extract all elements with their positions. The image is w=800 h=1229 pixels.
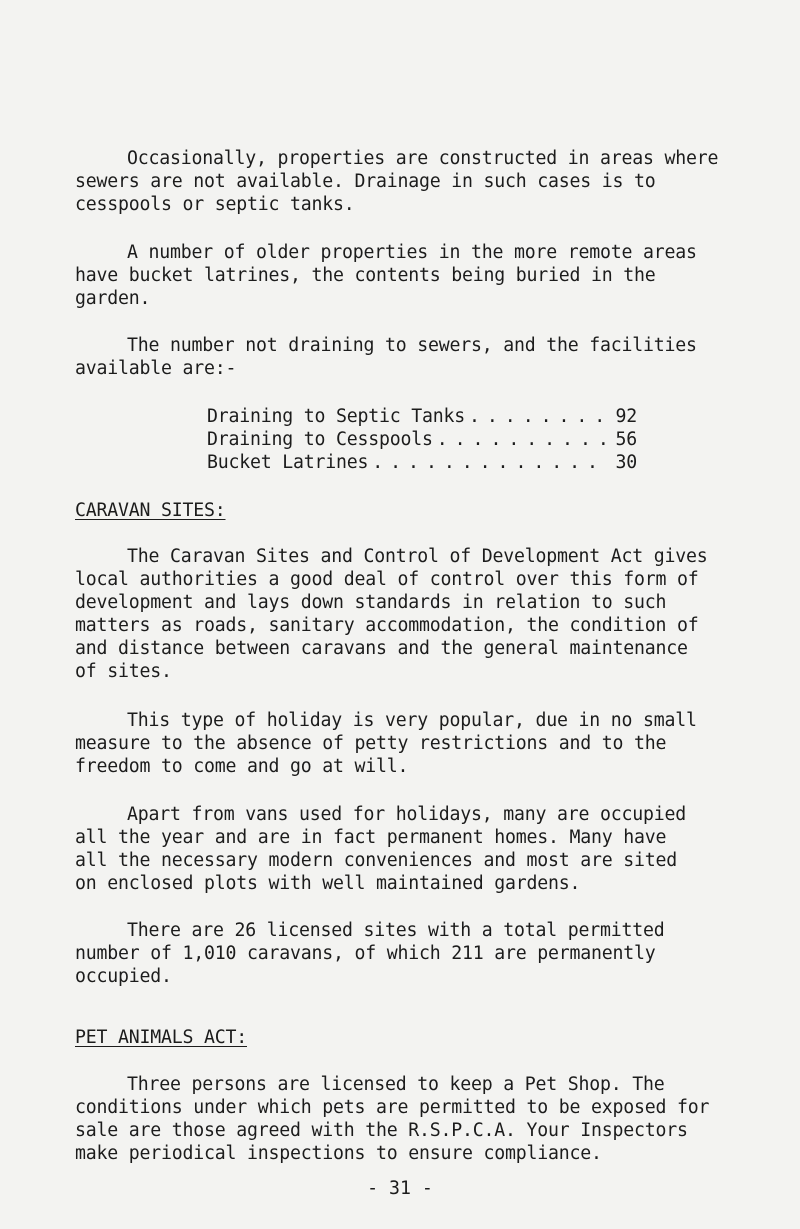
text-line: The number not draining to sewers, and the facilities [127, 335, 697, 356]
facility-row-bucket [207, 451, 637, 474]
paragraph-holiday [75, 709, 755, 778]
text-line: on enclosed plots with well maintained gardens. [75, 873, 581, 894]
facility-label: Draining to Septic Tanks [207, 406, 465, 427]
facility-value: 56 [615, 429, 637, 450]
text-line: occupied. [75, 966, 172, 987]
text-line: This type of holiday is very popular, due in no small [127, 710, 697, 731]
facility-label: Draining to Cesspools [207, 429, 433, 450]
text-line: Apart from vans used for holidays, many are occupied [127, 804, 686, 825]
paragraph-caravan-act [75, 545, 755, 683]
heading-caravan-sites: CARAVAN SITES: [75, 500, 226, 521]
text-line: Three persons are licensed to keep a Pet Shop. The [127, 1074, 665, 1095]
text-line: freedom to come and go at will. [75, 756, 409, 777]
facility-row-cesspools [207, 428, 637, 451]
text-line: conditions under which pets are permitted to be exposed for [75, 1097, 710, 1118]
text-line: Occasionally, properties are constructed in areas where [127, 148, 719, 169]
facility-row-septic [207, 405, 637, 428]
paragraph-pet-shop [75, 1073, 755, 1165]
text-line: all the necessary modern conveniences and most are sited [75, 850, 677, 871]
dot-leader [437, 428, 607, 451]
text-line: of sites. [75, 661, 172, 682]
text-line: local authorities a good deal of control over this form of [75, 569, 699, 590]
text-line: The Caravan Sites and Control of Development Act gives [127, 546, 708, 567]
paragraph-vans [75, 803, 755, 895]
text-line: all the year and are in fact permanent homes. Many have [75, 827, 667, 848]
facility-label: Bucket Latrines [207, 452, 369, 473]
text-line: sewers are not available. Drainage in such cases is to [75, 171, 656, 192]
paragraph-bucket-latrines [75, 241, 755, 310]
paragraph-licensed-sites [75, 919, 755, 988]
paragraph-sewers [75, 147, 755, 216]
facility-value: 92 [615, 406, 637, 427]
text-line: make periodical inspections to ensure compliance. [75, 1143, 602, 1164]
facility-value: 30 [615, 452, 637, 473]
text-line: development and lays down standards in relation to such [75, 592, 667, 613]
page-number: - 31 - [367, 1178, 433, 1199]
text-line: and distance between caravans and the general maintenance [75, 638, 688, 659]
text-line: garden. [75, 288, 151, 309]
paragraph-facilities-intro [75, 334, 755, 380]
text-line: A number of older properties in the more remote areas [127, 242, 697, 263]
text-line: available are:- [75, 358, 237, 379]
facilities-list [207, 405, 637, 474]
text-line: number of 1,010 caravans, of which 211 are permanently [75, 943, 656, 964]
dot-leader [372, 451, 607, 474]
text-line: cesspools or septic tanks. [75, 194, 355, 215]
text-line: There are 26 licensed sites with a total permitted [127, 920, 665, 941]
dot-leader [469, 405, 607, 428]
text-line: have bucket latrines, the contents being buried in the [75, 265, 656, 286]
text-line: measure to the absence of petty restrictions and to the [75, 733, 667, 754]
text-line: sale are those agreed with the R.S.P.C.A. Your Inspectors [75, 1120, 688, 1141]
heading-pet-animals-act: PET ANIMALS ACT: [75, 1027, 247, 1048]
text-line: matters as roads, sanitary accommodation, the condition of [75, 615, 699, 636]
